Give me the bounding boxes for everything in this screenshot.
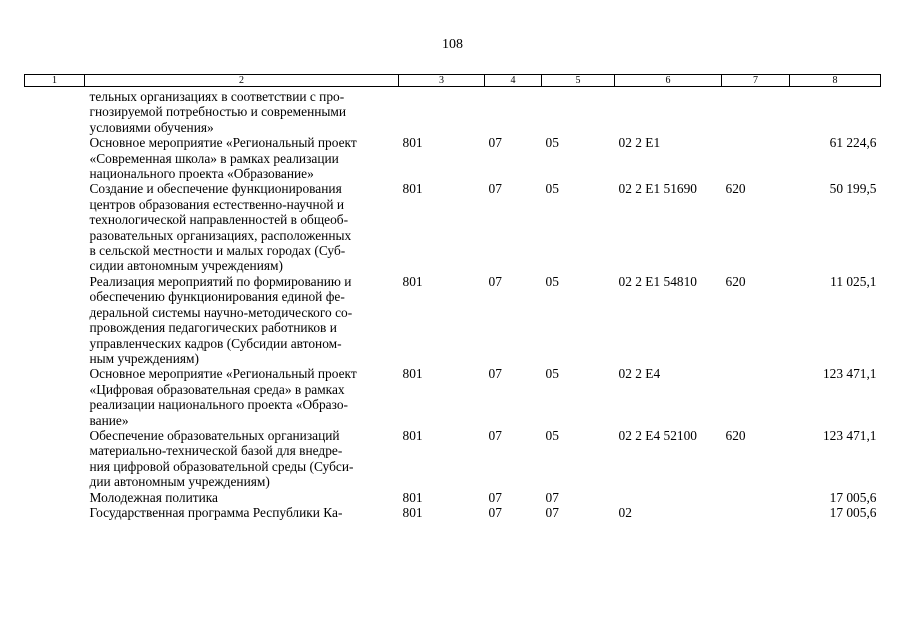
cell-name bbox=[85, 181, 399, 273]
column-header: 4 bbox=[485, 75, 542, 87]
name-line: провождения педагогических работников и bbox=[89, 320, 337, 336]
name-line: центров образования естественно-научной и bbox=[89, 196, 345, 212]
cell-subsection: 05 bbox=[545, 366, 559, 382]
name-line: в сельской местности и малых городах (Суб- bbox=[89, 243, 346, 259]
name-line: обеспечению функционирования единой фе- bbox=[89, 289, 345, 305]
name-line: технологической направленностей в общеоб- bbox=[89, 212, 349, 228]
cell-number bbox=[25, 366, 85, 428]
cell-expense-type bbox=[722, 490, 790, 505]
page-number: 108 bbox=[442, 37, 463, 52]
column-header: 8 bbox=[790, 75, 881, 87]
cell-target-article bbox=[615, 490, 722, 505]
cell-name bbox=[85, 490, 399, 505]
cell-number bbox=[25, 87, 85, 136]
name-line: тельных организациях в соответствии с про- bbox=[89, 89, 345, 104]
cell-target-article: 02 2 Е1 51690 bbox=[618, 181, 697, 197]
table-row bbox=[25, 181, 881, 273]
cell-number bbox=[25, 181, 85, 273]
cell-section: 07 bbox=[488, 273, 502, 289]
cell-amount: 61 224,6 bbox=[829, 135, 877, 151]
cell-amount: 50 199,5 bbox=[829, 181, 877, 197]
table-row bbox=[25, 87, 881, 136]
cell-ministry-code: 801 bbox=[402, 273, 423, 289]
name-line: условиями обучения» bbox=[89, 119, 214, 135]
table-row bbox=[25, 428, 881, 490]
cell-section: 07 bbox=[488, 504, 502, 520]
name-line: ным учреждениям) bbox=[89, 350, 199, 366]
cell-expense-type: 620 bbox=[725, 273, 746, 289]
name-line: Основное мероприятие «Региональный проект bbox=[89, 135, 357, 151]
cell-expense-type: 620 bbox=[725, 427, 746, 443]
cell-subsection: 07 bbox=[545, 504, 559, 520]
name-line: гнозируемой потребностью и современными bbox=[89, 104, 347, 120]
name-line: вание» bbox=[89, 412, 129, 428]
cell-subsection bbox=[542, 87, 615, 136]
table-row bbox=[25, 490, 881, 505]
cell-expense-type bbox=[722, 135, 790, 181]
cell-name bbox=[85, 135, 399, 181]
cell-ministry-code: 801 bbox=[402, 135, 423, 151]
name-line: деральной системы научно-методического со- bbox=[89, 304, 353, 320]
table-row bbox=[25, 366, 881, 428]
column-header: 3 bbox=[399, 75, 485, 87]
cell-ministry-code: 801 bbox=[402, 504, 423, 520]
cell-name bbox=[85, 87, 399, 136]
cell-subsection: 05 bbox=[545, 427, 559, 443]
cell-section: 07 bbox=[488, 427, 502, 443]
cell-number bbox=[25, 505, 85, 520]
name-line: Обеспечение образовательных организаций bbox=[89, 427, 340, 443]
cell-subsection: 07 bbox=[545, 489, 559, 505]
cell-amount bbox=[790, 87, 881, 136]
name-line: «Современная школа» в рамках реализации bbox=[89, 150, 339, 166]
cell-section: 07 bbox=[488, 366, 502, 382]
column-header: 6 bbox=[615, 75, 722, 87]
cell-amount: 17 005,6 bbox=[829, 504, 877, 520]
cell-expense-type bbox=[722, 505, 790, 520]
cell-target-article: 02 2 Е4 bbox=[618, 366, 661, 382]
cell-amount: 17 005,6 bbox=[829, 489, 877, 505]
cell-name bbox=[85, 505, 399, 520]
cell-subsection: 05 bbox=[545, 135, 559, 151]
budget-table bbox=[24, 74, 881, 520]
cell-subsection: 05 bbox=[545, 181, 559, 197]
cell-ministry-code: 801 bbox=[402, 181, 423, 197]
cell-ministry-code: 801 bbox=[402, 427, 423, 443]
name-line: Создание и обеспечение функционирования bbox=[89, 181, 342, 197]
cell-subsection: 05 bbox=[545, 273, 559, 289]
cell-amount: 123 471,1 bbox=[822, 427, 877, 443]
cell-name bbox=[85, 274, 399, 366]
name-line: Молодежная политика bbox=[89, 489, 219, 505]
column-header: 5 bbox=[542, 75, 615, 87]
cell-name bbox=[85, 428, 399, 490]
table-header-row bbox=[25, 75, 881, 87]
cell-amount: 11 025,1 bbox=[830, 273, 877, 289]
name-line: Реализация мероприятий по формированию и bbox=[89, 273, 352, 289]
name-line: реализации национального проекта «Образо- bbox=[89, 397, 348, 413]
name-line: материально-технической базой для внедре- bbox=[89, 443, 343, 459]
cell-section: 07 bbox=[488, 181, 502, 197]
cell-target-article: 02 2 Е1 bbox=[618, 135, 661, 151]
table-body bbox=[25, 87, 881, 521]
cell-ministry-code: 801 bbox=[402, 366, 423, 382]
cell-target-article: 02 2 Е4 52100 bbox=[618, 427, 697, 443]
cell-number bbox=[25, 274, 85, 366]
table-row bbox=[25, 274, 881, 366]
column-header: 2 bbox=[85, 75, 399, 87]
cell-target-article bbox=[615, 87, 722, 136]
name-line: управленческих кадров (Субсидии автоном- bbox=[89, 335, 342, 351]
name-line: Основное мероприятие «Региональный проект bbox=[89, 366, 357, 382]
cell-expense-type: 620 bbox=[725, 181, 746, 197]
table-row bbox=[25, 505, 881, 520]
cell-expense-type bbox=[722, 87, 790, 136]
cell-section: 07 bbox=[488, 489, 502, 505]
name-line: Государственная программа Республики Ка- bbox=[89, 504, 343, 520]
name-line: национального проекта «Образование» bbox=[89, 166, 314, 182]
name-line: разовательных организациях, расположенных bbox=[89, 227, 352, 243]
table-row bbox=[25, 135, 881, 181]
cell-amount: 123 471,1 bbox=[822, 366, 877, 382]
cell-number bbox=[25, 135, 85, 181]
cell-number bbox=[25, 428, 85, 490]
cell-number bbox=[25, 490, 85, 505]
column-header: 7 bbox=[722, 75, 790, 87]
column-header: 1 bbox=[25, 75, 85, 87]
cell-section bbox=[485, 87, 542, 136]
name-line: «Цифровая образовательная среда» в рамках bbox=[89, 381, 345, 397]
name-line: сидии автономным учреждениям) bbox=[89, 258, 283, 274]
cell-target-article: 02 2 Е1 54810 bbox=[618, 273, 697, 289]
cell-expense-type bbox=[722, 366, 790, 428]
cell-target-article: 02 bbox=[618, 504, 632, 520]
cell-name bbox=[85, 366, 399, 428]
name-line: ния цифровой образовательной среды (Субси- bbox=[89, 458, 354, 474]
cell-section: 07 bbox=[488, 135, 502, 151]
name-line: дии автономным учреждениям) bbox=[89, 474, 270, 490]
cell-ministry-code: 801 bbox=[402, 489, 423, 505]
cell-ministry-code bbox=[399, 87, 485, 136]
